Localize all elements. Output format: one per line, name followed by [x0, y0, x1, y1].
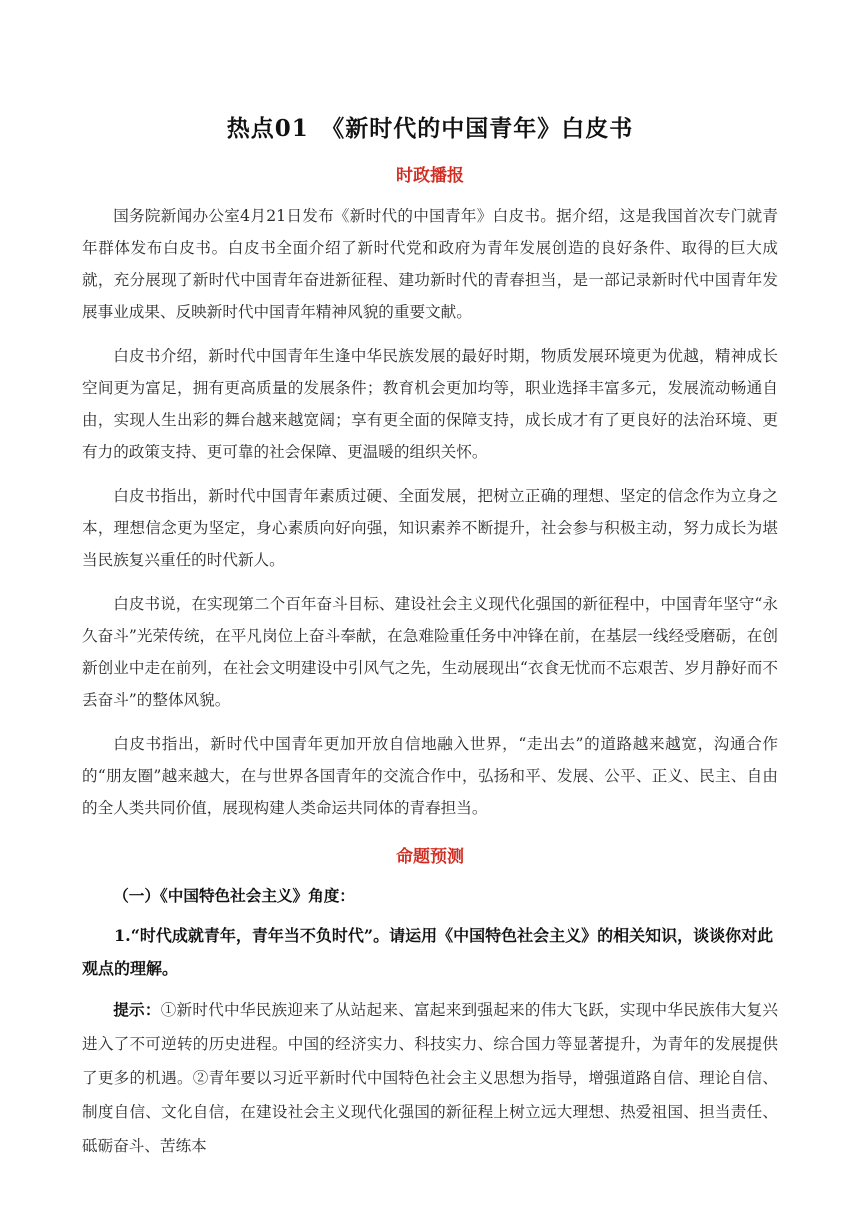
- hint-text: ①新时代中华民族迎来了从站起来、富起来到强起来的伟大飞跃，实现中华民族伟大复兴进入了不可逆转的历史进程。中国的经济实力、科技实力、综合国力等显著提升，为青年的发展提供了更多的机遇。②青年要以习近平新时代中国特色社会主义思想为指导，增强道路自信、理论自信、制度自信、文化自信，在建设社会主义现代化强国的新征程上树立远大理想、热爱祖国、担当责任、砥砺奋斗、苦练本: [82, 1001, 778, 1155]
- subsection-heading: （一）《中国特色社会主义》角度：: [113, 886, 355, 905]
- hint-paragraph: [82, 993, 778, 1163]
- paragraph-5: 白皮书指出，新时代中国青年更加开放自信地融入世界，“走出去”的道路越来越宽，沟通合作的“朋友圈”越来越大，在与世界各国青年的交流合作中，弘扬和平、发展、公平、正义、民主、自由的全人类共同价值，展现构建人类命运共同体的青春担当。: [82, 735, 778, 817]
- section-heading-news: 时政播报: [396, 166, 464, 186]
- paragraph-3: 白皮书指出，新时代中国青年素质过硬、全面发展，把树立正确的理想、坚定的信念作为立身之本，理想信念更为坚定，身心素质向好向强，知识素养不断提升，社会参与积极主动，努力成长为堪当民族复兴重任的时代新人。: [82, 487, 778, 569]
- section-heading-prediction: 命题预测: [396, 847, 464, 867]
- question-1: 1.“时代成就青年，青年当不负时代”。请运用《中国特色社会主义》的相关知识，谈谈你对此观点的理解。: [82, 926, 774, 978]
- paragraph-1: 国务院新闻办公室4月21日发布《新时代的中国青年》白皮书。据介绍，这是我国首次专门就青年群体发布白皮书。白皮书全面介绍了新时代党和政府为青年发展创造的良好条件、取得的巨大成就，充分展现了新时代中国青年奋进新征程、建功新时代的青春担当，是一部记录新时代中国青年发展事业成果、反映新时代中国青年精神风貌的重要文献。: [82, 207, 778, 321]
- document-title: 热点01 《新时代的中国青年》白皮书: [226, 115, 634, 142]
- paragraph-2: 白皮书介绍，新时代中国青年生逢中华民族发展的最好时期，物质发展环境更为优越，精神成长空间更为富足，拥有更高质量的发展条件；教育机会更加均等，职业选择丰富多元，发展流动畅通自由，实现人生出彩的舞台越来越宽阔；享有更全面的保障支持，成长成才有了更良好的法治环境、更有力的政策支持、更可靠的社会保障、更温暖的组织关怀。: [82, 347, 778, 461]
- paragraph-4: 白皮书说，在实现第二个百年奋斗目标、建设社会主义现代化强国的新征程中，中国青年坚守“永久奋斗”光荣传统，在平凡岗位上奋斗奉献，在急难险重任务中冲锋在前，在基层一线经受磨砺，在创新创业中走在前列，在社会文明建设中引风气之先，生动展现出“衣食无忧而不忘艰苦、岁月静好而不丢奋斗”的整体风貌。: [82, 595, 778, 709]
- hint-label: 提示：: [113, 1000, 161, 1019]
